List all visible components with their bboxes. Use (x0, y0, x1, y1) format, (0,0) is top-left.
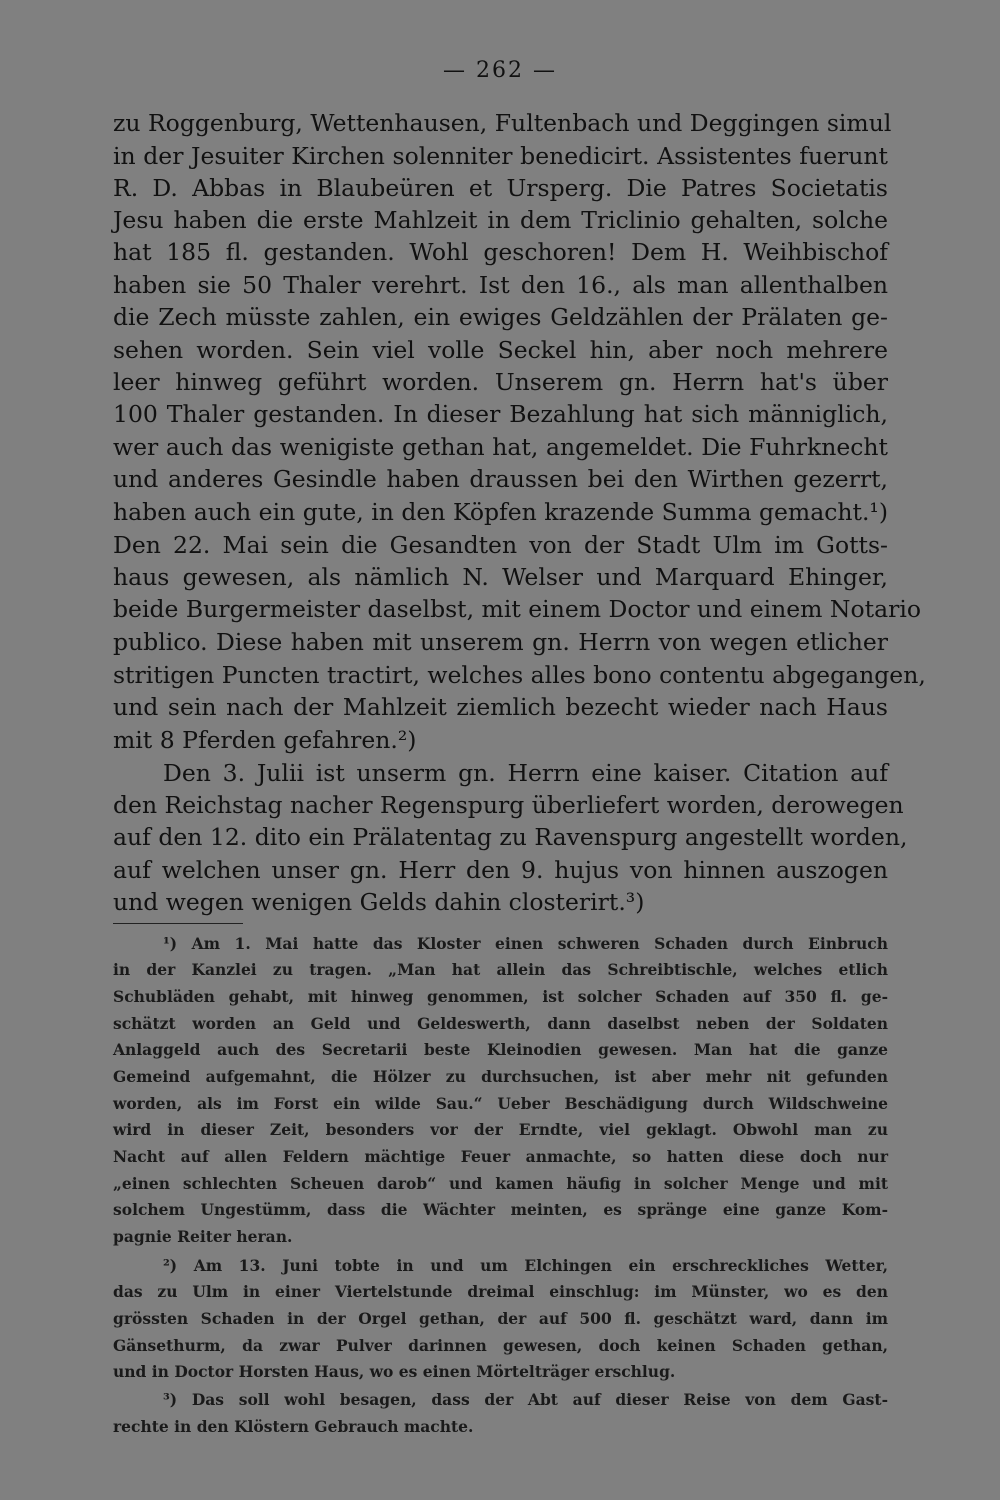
footnote-line: Gemeind aufgemahnt, die Hölzer zu durchsuchen, ist aber mehr nit gefunden (113, 1067, 888, 1086)
footnote-line: ³) Das soll wohl besagen, dass der Abt auf dieser Reise von dem Gast- (163, 1390, 888, 1409)
body-line: haben auch ein gute, in den Köpfen krazende Summa gemacht.¹) (113, 498, 888, 526)
body-line: 100 Thaler gestanden. In dieser Bezahlung hat sich männiglich, (113, 400, 888, 428)
footnote-line: grössten Schaden in der Orgel gethan, der auf 500 fl. geschätzt ward, dann im (113, 1309, 888, 1328)
body-line: Den 22. Mai sein die Gesandten von der Stadt Ulm im Gotts- (113, 531, 888, 559)
body-line: stritigen Puncten tractirt, welches alles bono contentu abgegangen, (113, 661, 926, 689)
body-line: haben sie 50 Thaler verehrt. Ist den 16., als man allenthalben (113, 271, 888, 299)
footnote-line: in der Kanzlei zu tragen. „Man hat allein das Schreibtischle, welches etlich (113, 960, 888, 979)
footnote-rule (113, 923, 243, 924)
body-line: die Zech müsste zahlen, ein ewiges Geldzählen der Prälaten ge- (113, 303, 888, 331)
footnote-line: ²) Am 13. Juni tobte in und um Elchingen ein erschreckliches Wetter, (163, 1256, 888, 1275)
body-line: Den 3. Julii ist unserm gn. Herrn eine kaiser. Citation auf (163, 759, 888, 787)
body-line: Jesu haben die erste Mahlzeit in dem Triclinio gehalten, solche (113, 206, 888, 234)
footnote-line: Anlaggeld auch des Secretarii beste Kleinodien gewesen. Man hat die ganze (113, 1040, 888, 1059)
footnote-line: schätzt worden an Geld und Geldeswerth, dann daselbst neben der Soldaten (113, 1014, 888, 1033)
body-line: und sein nach der Mahlzeit ziemlich bezecht wieder nach Haus (113, 693, 888, 721)
body-line: auf den 12. dito ein Prälatentag zu Ravenspurg angestellt worden, (113, 823, 908, 851)
body-line: und anderes Gesindle haben draussen bei den Wirthen gezerrt, (113, 465, 888, 493)
footnote-line: und in Doctor Horsten Haus, wo es einen Mörtelträger erschlug. (113, 1362, 676, 1381)
body-line: publico. Diese haben mit unserem gn. Herrn von wegen etlicher (113, 628, 888, 656)
body-line: leer hinweg geführt worden. Unserem gn. Herrn hat's über (113, 368, 888, 396)
body-line: sehen worden. Sein viel volle Seckel hin, aber noch mehrere (113, 336, 888, 364)
body-line: zu Roggenburg, Wettenhausen, Fultenbach und Deggingen simul (113, 109, 892, 137)
body-line: R. D. Abbas in Blaubeüren et Ursperg. Die Patres Societatis (113, 174, 888, 202)
body-line: und wegen wenigen Gelds dahin closterirt.³) (113, 888, 645, 916)
body-line: mit 8 Pferden gefahren.²) (113, 726, 417, 754)
footnote-line: worden, als im Forst ein wilde Sau.“ Ueber Beschädigung durch Wildschweine (113, 1094, 888, 1113)
footnote-line: wird in dieser Zeit, besonders vor der Erndte, viel geklagt. Obwohl man zu (113, 1120, 888, 1139)
body-line: haus gewesen, als nämlich N. Welser und Marquard Ehinger, (113, 563, 888, 591)
page-number: — 262 — (443, 58, 557, 83)
body-line: auf welchen unser gn. Herr den 9. hujus von hinnen auszogen (113, 856, 888, 884)
footnote-line: Gänsethurm, da zwar Pulver darinnen gewesen, doch keinen Schaden gethan, (113, 1336, 888, 1355)
footnote-line: Nacht auf allen Feldern mächtige Feuer anmachte, so hatten diese doch nur (113, 1147, 888, 1166)
footnote-line: „einen schlechten Scheuen darob“ und kamen häufig in solcher Menge und mit (113, 1174, 888, 1193)
body-line: beide Burgermeister daselbst, mit einem Doctor und einem Notario (113, 595, 921, 623)
footnote-line: rechte in den Klöstern Gebrauch machte. (113, 1417, 474, 1436)
body-line: wer auch das wenigiste gethan hat, angemeldet. Die Fuhrknecht (113, 433, 888, 461)
footnote-line: ¹) Am 1. Mai hatte das Kloster einen schweren Schaden durch Einbruch (163, 934, 888, 953)
footnote-line: Schubläden gehabt, mit hinweg genommen, ist solcher Schaden auf 350 fl. ge- (113, 987, 888, 1006)
footnote-line: pagnie Reiter heran. (113, 1227, 293, 1246)
body-line: in der Jesuiter Kirchen solenniter benedicirt. Assistentes fuerunt (113, 142, 888, 170)
footnote-line: das zu Ulm in einer Viertelstunde dreimal einschlug: im Münster, wo es den (113, 1282, 888, 1301)
body-line: den Reichstag nacher Regenspurg überliefert worden, derowegen (113, 791, 904, 819)
footnote-line: solchem Ungestümm, dass die Wächter meinten, es spränge eine ganze Kom- (113, 1200, 888, 1219)
body-line: hat 185 fl. gestanden. Wohl geschoren! Dem H. Weihbischof (113, 238, 888, 266)
